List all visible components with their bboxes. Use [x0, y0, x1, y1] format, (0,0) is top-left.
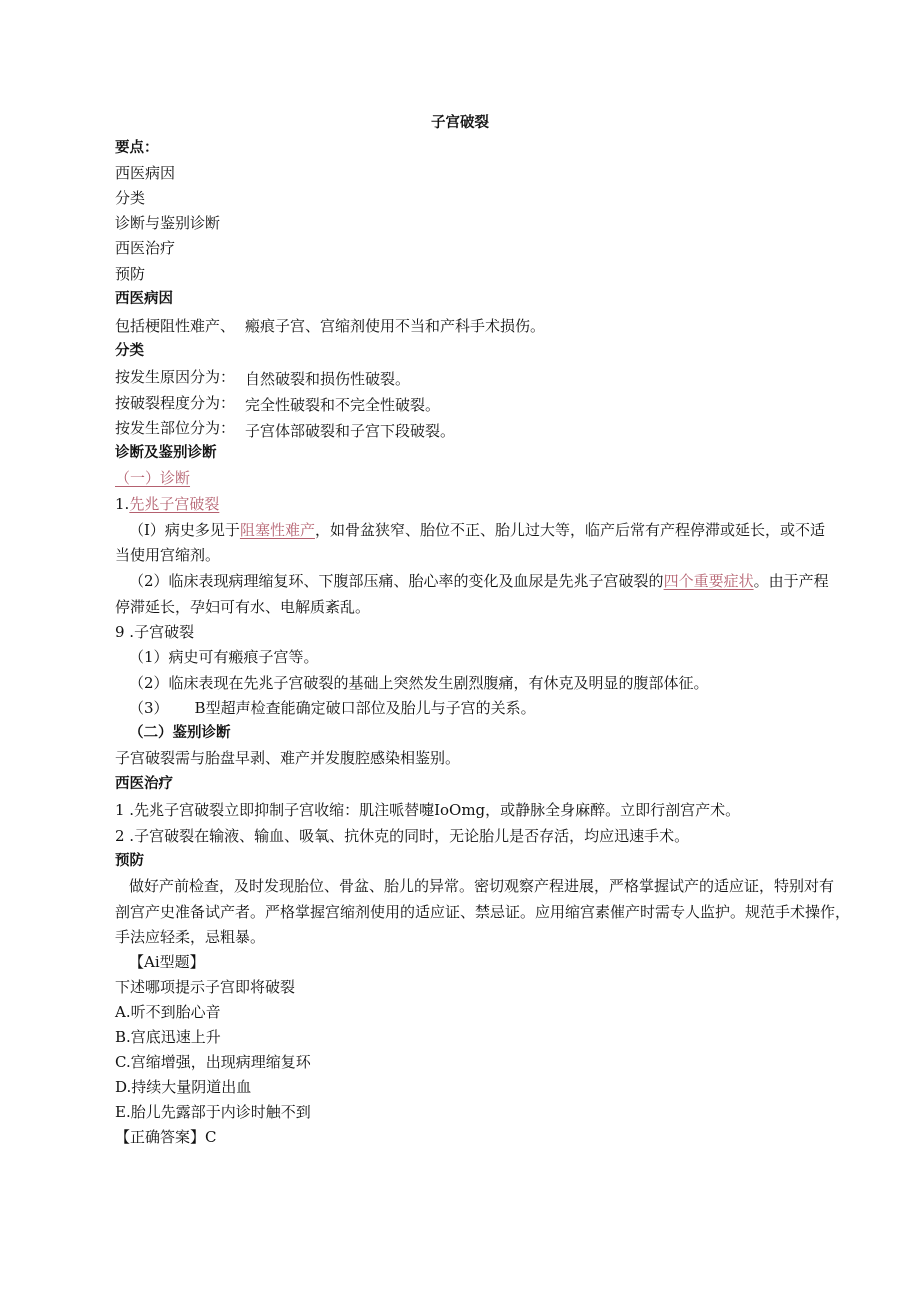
key-point-item: 分类 [115, 189, 146, 207]
key-point-item: 西医病因 [115, 164, 176, 182]
differential-heading: （二）鉴别诊断 [129, 725, 231, 741]
prevention-line: 做好产前检查，及时发现胎位、骨盆、胎儿的异常。密切观察产程进展，严格掌握试产的适应证，特别对有 [129, 877, 835, 895]
answer-option: E.胎儿先露部于内诊时触不到 [115, 1103, 311, 1121]
diagnosis-subheading-link[interactable]: （一）诊断 [115, 469, 191, 487]
threat-rupture-link[interactable]: 先兆子宫破裂 [129, 495, 220, 513]
question-type: 【Ai型题】 [129, 953, 205, 971]
classification-value: 完全性破裂和不完全性破裂。 [245, 396, 441, 414]
question-stem: 下述哪项提示子宫即将破裂 [115, 978, 296, 996]
cause-heading: 西医病因 [115, 291, 173, 307]
text-span: ，如骨盆狭窄、胎位不正、胎儿过大等，临产后常有产程停滞或延长，或不适 [314, 521, 825, 539]
correct-answer: 【正确答案】C [115, 1128, 217, 1146]
key-point-item: 诊断与鉴别诊断 [115, 214, 221, 232]
classification-label: 按发生部位分为： [115, 419, 236, 437]
classification-heading: 分类 [115, 343, 144, 359]
threat-paragraph-2-cont: 停滞延长，孕妇可有水、电解质紊乱。 [115, 598, 371, 616]
treatment-item: 1 .先兆子宫破裂立即抑制子宫收缩：肌注哌替嚏IoOmg，或静脉全身麻醉。立即行剖宫产术。 [115, 801, 741, 819]
classification-value: 自然破裂和损伤性破裂。 [245, 370, 411, 388]
threat-paragraph-1 [129, 519, 825, 541]
key-point-item: 西医治疗 [115, 239, 176, 257]
classification-label: 按发生原因分为： [115, 368, 236, 386]
threat-paragraph-2 [129, 570, 829, 592]
cause-text-lead: 包括梗阻性难产、 [115, 317, 236, 335]
threat-rupture-title [115, 493, 219, 515]
answer-option: A.听不到胎心音 [115, 1003, 221, 1021]
threat-rupture-number: 1. [115, 495, 130, 513]
cause-text-rest: 瘢痕子宫、宫缩剂使用不当和产科手术损伤。 [245, 317, 546, 335]
prevention-heading: 预防 [115, 853, 144, 869]
text-span: 。由于产程 [753, 572, 829, 590]
text-span: （2）临床表现病理缩复环、下腹部压痛、胎心率的变化及血尿是先兆子宫破裂的 [129, 572, 664, 590]
page-title: 子宫破裂 [431, 115, 489, 131]
differential-text: 子宫破裂需与胎盘早剥、难产并发腹腔感染相鉴别。 [115, 749, 461, 767]
classification-value: 子宫体部破裂和子宫下段破裂。 [245, 422, 456, 440]
rupture-item [129, 697, 536, 719]
text-span: （I）病史多见于 [129, 521, 240, 539]
four-symptoms-link[interactable]: 四个重要症状 [663, 572, 754, 590]
answer-option: D.持续大量阴道出血 [115, 1078, 252, 1096]
rupture-title: 9 .子宫破裂 [115, 623, 195, 641]
diagnosis-heading: 诊断及鉴别诊断 [115, 445, 217, 461]
rupture-item: （1）病史可有瘢痕子宫等。 [129, 648, 319, 666]
rupture-item: （2）临床表现在先兆子宫破裂的基础上突然发生剧烈腹痛，有休克及明显的腹部体征。 [129, 674, 709, 692]
obstructed-labor-link[interactable]: 阻塞性难产 [239, 521, 315, 539]
answer-option: C.宫缩增强，出现病理缩复环 [115, 1053, 311, 1071]
prevention-line: 手法应轻柔，忌粗暴。 [115, 928, 266, 946]
threat-paragraph-1-cont: 当使用宫缩剂。 [115, 546, 221, 564]
answer-option: B.宫底迅速上升 [115, 1028, 221, 1046]
classification-label: 按破裂程度分为： [115, 394, 236, 412]
treatment-heading: 西医治疗 [115, 776, 173, 792]
treatment-item: 2 .子宫破裂在输液、输血、吸氧、抗休克的同时，无论胎儿是否存活，均应迅速手术。 [115, 827, 690, 845]
text-span: B型超声检查能确定破口部位及胎儿与子宫的关系。 [194, 699, 536, 717]
item-number: （3） [129, 699, 169, 717]
prevention-line: 剖宫产史准备试产者。严格掌握宫缩剂使用的适应证、禁忌证。应用缩宫素催产时需专人监护。规范手术操作， [115, 903, 851, 921]
key-points-heading: 要点： [115, 140, 159, 156]
key-point-item: 预防 [115, 265, 146, 283]
